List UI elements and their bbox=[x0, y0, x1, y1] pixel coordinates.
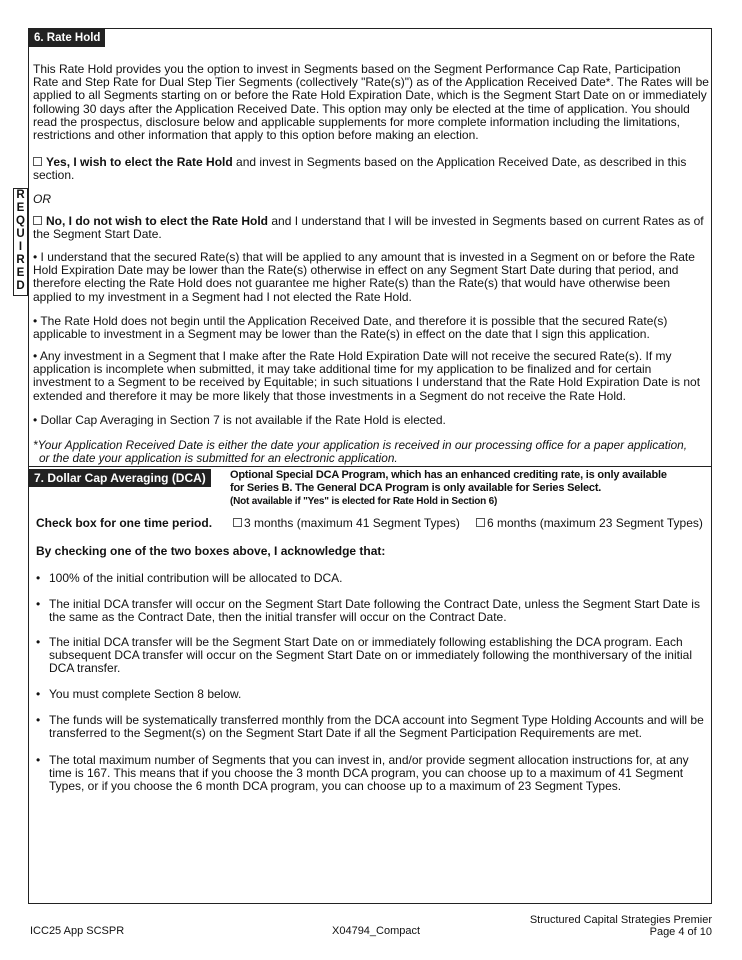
rate-hold-bullet: • The Rate Hold does not begin until the Application Received Date, and therefore it is possible that the secured Rate(s) applicable to investment in a Segment may be lower than the Rate(s) in effect on the date that I sign this application. bbox=[33, 314, 668, 342]
required-letter: D bbox=[16, 280, 25, 292]
dca-bullet: 100% of the initial contribution will be allocated to DCA. bbox=[49, 571, 343, 585]
footnote-line-1: *Your Application Received Date is either the date your application is received in our processing office for a paper application, bbox=[33, 438, 688, 452]
bullet-marker: • bbox=[36, 753, 41, 767]
rate-hold-no-option bbox=[33, 215, 709, 241]
rate-hold-footnote bbox=[33, 439, 709, 465]
section-7-header: 7. Dollar Cap Averaging (DCA) bbox=[29, 469, 211, 487]
dca-3-month-label: 3 months (maximum 41 Segment Types) bbox=[244, 516, 460, 530]
dca-note-line-2: for Series B. The General DCA Program is only available for Series Select. bbox=[230, 482, 602, 494]
required-letter: E bbox=[16, 202, 25, 214]
dca-bullet: The total maximum number of Segments that you can invest in, and/or provide segment allocation instructions for, at any time is 167. This means that if you choose the 3 month DCA program, you can choose up to a maximum of 41 Segment Types, or if you choose the 6 month DCA program, you can choose up to a maximum of 23 Segment Types. bbox=[49, 753, 689, 794]
rate-hold-bullet: • I understand that the secured Rate(s) that will be applied to any amount that is invested in a Segment on or before the Rate Hold Expiration Date may be lower than the Rate(s) otherwise in effect on any Segment Start Date during that period, and therefore electing the Rate Hold does not guarantee me higher Rate(s) than the Rate(s) that would have otherwise been applied to my investment in a Segment had I not elected the Rate Hold. bbox=[33, 250, 695, 304]
dca-bullet: The initial DCA transfer will occur on the Segment Start Date following the Contract Date, unless the Segment Start Date is the same as the Contract Date, then the initial transfer will occur on the Contract Date. bbox=[49, 597, 700, 625]
dca-bullet: The initial DCA transfer will be the Segment Start Date on or immediately following establishing the DCA program. Each subsequent DCA transfer will occur on the Segment Start Date on or immediately following the monthiversary of the initial DCA transfer. bbox=[49, 635, 692, 676]
dca-3-month-checkbox[interactable] bbox=[233, 518, 242, 527]
dca-note-line-3: (Not available if "Yes" is elected for Rate Hold in Section 6) bbox=[230, 496, 498, 507]
footer-product-name: Structured Capital Strategies Premier bbox=[529, 914, 712, 926]
required-letter: E bbox=[16, 267, 25, 279]
rate-hold-yes-text: and invest in Segments based on the Application Received Date, as described in this section. bbox=[33, 155, 687, 183]
rate-hold-no-text: and I understand that I will be invested in Segments based on current Rates as of the Segment Start Date. bbox=[33, 214, 704, 242]
dca-6-month-checkbox[interactable] bbox=[476, 518, 485, 527]
dca-bullet: You must complete Section 8 below. bbox=[49, 687, 242, 701]
bullet-marker: • bbox=[36, 597, 41, 611]
bullet-marker: • bbox=[36, 571, 41, 585]
dca-note bbox=[230, 469, 710, 508]
required-letter: R bbox=[16, 254, 25, 266]
rate-hold-no-checkbox[interactable] bbox=[33, 216, 42, 225]
check-period-label: Check box for one time period. bbox=[36, 516, 213, 530]
dca-6-month-label: 6 months (maximum 23 Segment Types) bbox=[487, 516, 703, 530]
footer-version: X04794_Compact bbox=[332, 925, 421, 937]
required-letter: R bbox=[16, 189, 25, 201]
required-tab bbox=[13, 188, 28, 296]
required-letter: Q bbox=[16, 215, 25, 227]
footer-form-id: ICC25 App SCSPR bbox=[30, 925, 125, 937]
rate-hold-intro: This Rate Hold provides you the option to invest in Segments based on the Segment Performance Cap Rate, Participation Rate and Step Rate for Dual Step Tier Segments (collectively "Rate(s)") as of the Application Received Date*. The Rates will be applied to all Segments starting on or before the Rate Hold Expiration Date, which is the Segment Start Date on or immediately following 30 days after the Application Received Date. This option may only be elected at the time of application. You should read the prospectus, disclosure below and applicable supplements for more complete information including the limitations, restrictions and other information that apply to this option before making an election. bbox=[33, 62, 709, 143]
rate-hold-bullet: • Any investment in a Segment that I make after the Rate Hold Expiration Date will not receive the secured Rate(s). If my application is incomplete when submitted, it may take additional time for my application to be finalized and for certain investment to a Segment to be received by Equitable; in such situations I understand that the Rate Hold Expiration Date is not extended and therefore it may be more likely that those investments in a Segment do not receive the Rate Hold. bbox=[33, 349, 701, 403]
dca-3-month-option bbox=[233, 517, 473, 530]
or-text: OR bbox=[33, 192, 51, 206]
rate-hold-yes-option bbox=[33, 156, 709, 182]
footer-product bbox=[530, 914, 712, 938]
required-letter: I bbox=[18, 241, 23, 253]
dca-note-line-1: Optional Special DCA Program, which has an enhanced crediting rate, is only available bbox=[230, 469, 667, 481]
rate-hold-no-label: No, I do not wish to elect the Rate Hold bbox=[46, 214, 269, 228]
footer-page-number: Page 4 of 10 bbox=[649, 926, 712, 938]
bullet-marker: • bbox=[36, 635, 41, 649]
bullet-marker: • bbox=[36, 687, 41, 701]
rate-hold-bullet: • Dollar Cap Averaging in Section 7 is not available if the Rate Hold is elected. bbox=[33, 413, 446, 427]
dca-6-month-option bbox=[476, 517, 712, 530]
required-letter: U bbox=[16, 228, 25, 240]
section-divider bbox=[29, 466, 712, 467]
rate-hold-yes-label: Yes, I wish to elect the Rate Hold bbox=[46, 155, 233, 169]
section-6-header: 6. Rate Hold bbox=[29, 29, 105, 47]
rate-hold-yes-checkbox[interactable] bbox=[33, 157, 42, 166]
dca-bullet: The funds will be systematically transferred monthly from the DCA account into Segment Type Holding Accounts and will be transferred to the Segment(s) on the Segment Start Date if all the Segment Participation Requirements are met. bbox=[49, 713, 704, 741]
dca-acknowledge: By checking one of the two boxes above, I acknowledge that: bbox=[36, 544, 386, 558]
footnote-line-2: or the date your application is submitted for an electronic application. bbox=[39, 451, 398, 466]
bullet-marker: • bbox=[36, 713, 41, 727]
